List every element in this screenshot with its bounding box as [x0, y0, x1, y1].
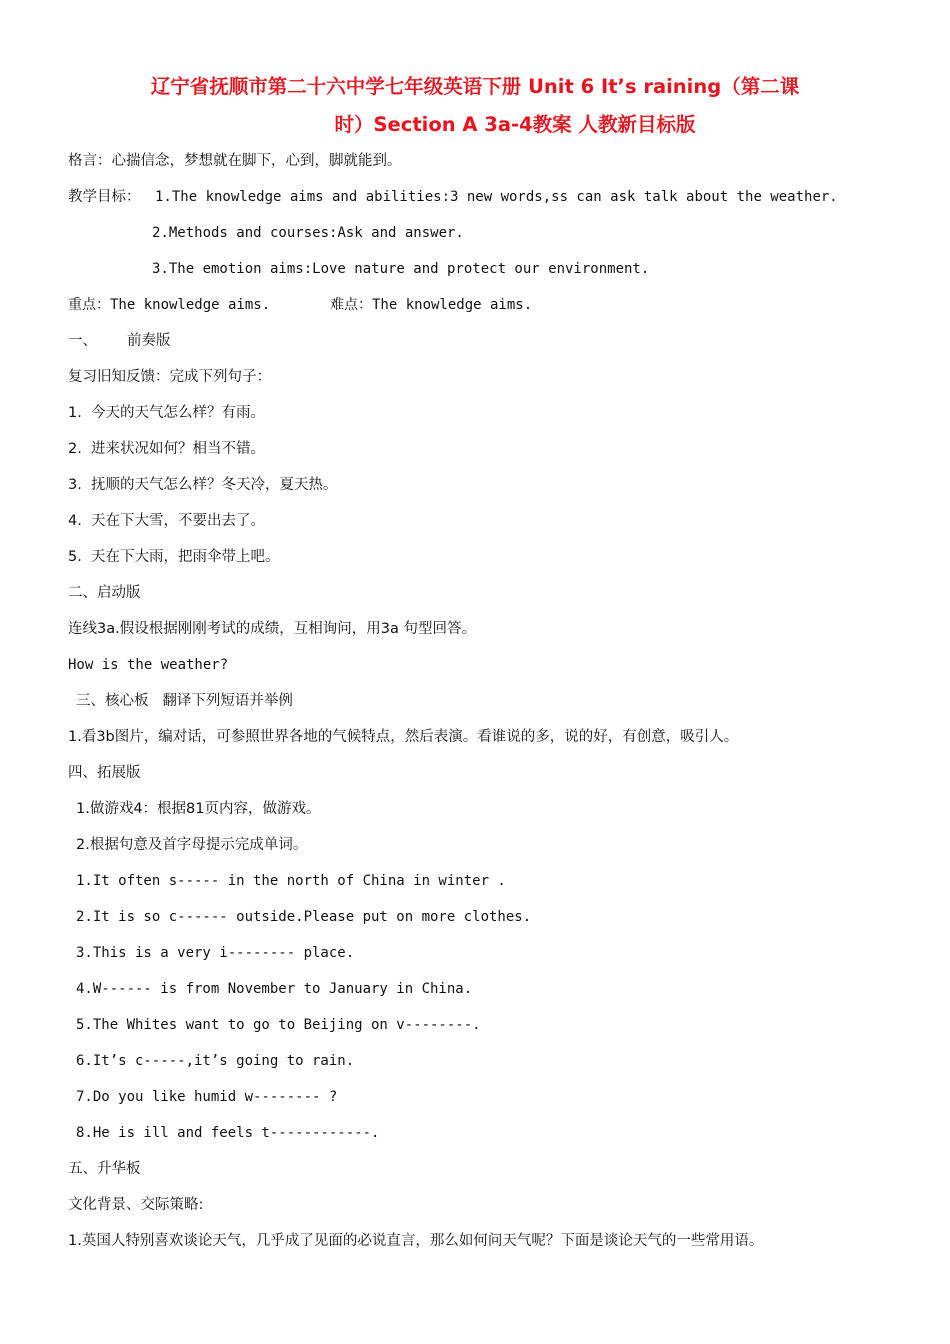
section4-task1: 1.做游戏4：根据81页内容，做游戏。 — [76, 801, 321, 817]
section1-heading: 前奏版 — [127, 333, 171, 349]
section1-item: 5. 天在下大雨，把雨伞带上吧。 — [68, 549, 280, 565]
section1-intro: 复习旧知反馈：完成下列句子： — [68, 369, 271, 385]
objective-1: 1.The knowledge aims and abilities:3 new words,ss can ask talk about the weather. — [155, 189, 838, 205]
exercise-item: 2.It is so c------ outside.Please put on more clothes. — [76, 909, 532, 925]
section2-question: How is the weather? — [68, 657, 229, 673]
key-point-difficulty: 难点：The knowledge aims. — [330, 297, 533, 313]
section5-text: 1.英国人特别喜欢谈论天气，几乎成了见面的必说直言，那么如何问天气呢？下面是谈论天气的一些常用语。 — [68, 1233, 764, 1249]
section4-task2: 2.根据句意及首字母提示完成单词。 — [76, 837, 308, 853]
objectives-label: 教学目标： — [68, 189, 141, 205]
key-point-focus: 重点：The knowledge aims. — [68, 297, 271, 313]
section2-text: 连线3a.假设根据刚刚考试的成绩，互相询问，用3a 句型回答。 — [68, 621, 476, 637]
section3-text: 1.看3b图片，编对话，可参照世界各地的气候特点，然后表演。看谁说的多，说的好，有创意，吸引人。 — [68, 729, 739, 745]
section5-sub: 文化背景、交际策略: — [68, 1197, 204, 1213]
exercise-item: 8.He is ill and feels t------------. — [76, 1125, 380, 1141]
objective-2: 2.Methods and courses:Ask and answer. — [152, 225, 464, 241]
section1-item: 2. 进来状况如何？相当不错。 — [68, 441, 266, 457]
section4-heading: 四、拓展版 — [68, 765, 141, 781]
section2-heading: 二、启动版 — [68, 585, 141, 601]
section3-heading: 三、核心板 翻译下列短语并举例 — [76, 693, 293, 709]
document-title-line1: 辽宁省抚顺市第二十六中学七年级英语下册 Unit 6 It’s raining（第二课 — [150, 75, 800, 98]
section1-item: 3. 抚顺的天气怎么样？冬天冷，夏天热。 — [68, 477, 338, 493]
objective-3: 3.The emotion aims:Love nature and protect our environment. — [152, 261, 650, 277]
motto: 格言：心揣信念，梦想就在脚下，心到，脚就能到。 — [68, 153, 402, 169]
section5-heading: 五、升华板 — [68, 1161, 141, 1177]
section1-number: 一、 — [68, 333, 97, 349]
exercise-item: 1.It often s----- in the north of China in winter . — [76, 873, 506, 889]
section1-item: 1. 今天的天气怎么样？有雨。 — [68, 405, 266, 421]
document-title-line2: 时）Section A 3a-4教案 人教新目标版 — [334, 113, 696, 136]
exercise-item: 5.The Whites want to go to Beijing on v--------. — [76, 1017, 481, 1033]
section1-item: 4. 天在下大雪，不要出去了。 — [68, 513, 266, 529]
exercise-item: 3.This is a very i-------- place. — [76, 945, 355, 961]
exercise-item: 6.It’s c-----,it’s going to rain. — [76, 1053, 355, 1069]
exercise-item: 7.Do you like humid w-------- ? — [76, 1089, 338, 1105]
exercise-item: 4.W------ is from November to January in China. — [76, 981, 473, 997]
